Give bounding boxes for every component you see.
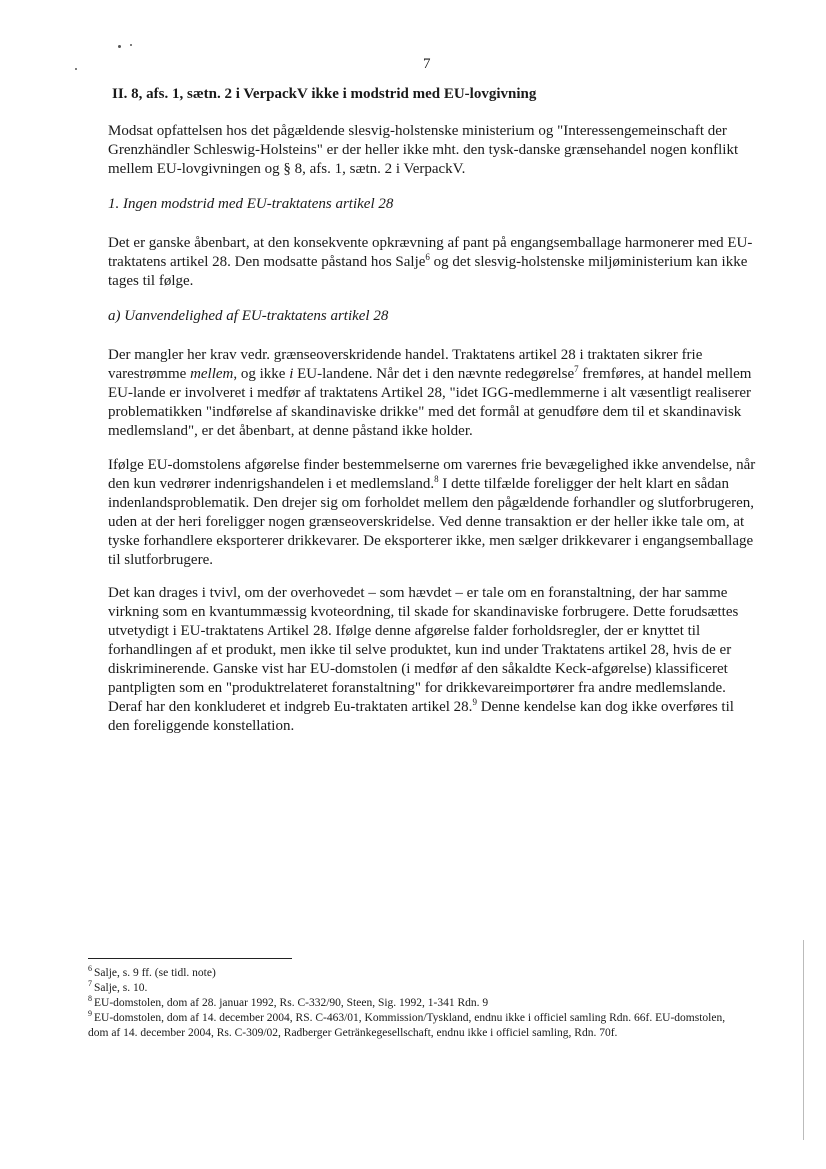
paragraph-cross-border: Der mangler her krav vedr. grænseoverskridende handel. Traktatens artikel 28 i traktaten sikrer frie varestrømme mellem, og ikke i EU-landene. Når det i den nævnte redegørelse$^7$ fremføres, at handel mellem EU-lande er involveret i medfør af traktatens Artikel 28, "idet IGG-medlemmerne i alt væsentligt realiserer problematikken "indførelse af skandinaviske drikke" med det formål at genudføre dem til et skandinavisk medlemsland", er det åbenbart, at denne påstand ikke holder. bbox=[108, 347, 752, 439]
paragraph-intro: Modsat opfattelsen hos det pågældende slesvig-holstenske ministerium og "Interessengemeinschaft der Grenzhändler Schleswig-Holsteins" er der heller ikke mht. den tysk-danske grænsehandel nogen konflikt mellem EU-lovgivningen og § 8, afs. 1, sætn. 2 i VerpackV. bbox=[108, 123, 739, 177]
paragraph-domestic-trade: Ifølge EU-domstolens afgørelse finder bestemmelserne om varernes frie bevægelighed ikke anvendelse, når den kun vedrører indenrigshandelen i et medlemsland.$^8$ I dette tilfælde foreligger der helt klart en sådan indenlandsproblematik. Den drejer sig om forholdet mellem den pågældende forhandler og slutforbrugeren, uden at der heri foreligger nogen grænseoverskridelse. Ved denne transaktion er der heller ikke tale om, at tyske forhandlere eksporterer drikkevarer. De eksporterer ikke, men sælger drikkevarer i engangsemballage til slutforbrugere. bbox=[108, 457, 756, 568]
paragraph-measure-doubt: Det kan drages i tvivl, om der overhovedet – som hævdet – er tale om en foranstaltning, der har samme virkning som en kvantummæssig kvoteordning, til skade for skandinaviske forbrugere. Dette forudsættes utvetydigt i EU-traktatens Artikel 28. Ifølge denne afgørelse falder forholdsregler, der er knyttet til forhandlingen af et produkt, men ikke til selve produktet, kun ind under Traktatens artikel 28, hvis de er diskriminerende. Ganske vist har EU-domstolen (i medfør af den såkaldte Keck-afgørelse) klassificeret pantpligten som en "produktrelateret foranstaltning" for drikkevareimportører fra andre medlemslande. Deraf har den konkluderet et indgreb Eu-traktaten artikel 28.$^9$ Denne kendelse kan dog ikke overføres til den foreliggende konstellation. bbox=[108, 585, 739, 734]
footnote-item: $^9$ EU-domstolen, dom af 14. december 2004, RS. C-463/01, Kommission/Tyskland, endnu ikke i officiel samling Rdn. 66f. EU-domstolen, dom af 14. december 2004, Rs. C-309/02, Radberger Getränkegesellschaft, endnu ikke i officiel samling, Rdn. 70f. bbox=[88, 1009, 726, 1039]
footnote-ref: 9 bbox=[472, 697, 477, 707]
subheading-no-conflict: 1. Ingen modstrid med EU-traktatens artikel 28 bbox=[108, 196, 394, 212]
footnote-separator bbox=[88, 958, 292, 959]
footnote-item: $^6$ Salje, s. 9 ff. (se tidl. note) bbox=[88, 964, 216, 979]
scan-speck bbox=[75, 68, 77, 70]
page-number: 7 bbox=[423, 56, 431, 72]
subheading-inapplicability: a) Uanvendelighed af EU-traktatens artikel 28 bbox=[108, 308, 389, 324]
scan-speck bbox=[118, 45, 121, 48]
footnote-ref: 6 bbox=[425, 252, 430, 262]
paragraph-harmony: Det er ganske åbenbart, at den konsekvente opkrævning af pant på engangsemballage harmonerer med EU-traktatens artikel 28. Den modsatte påstand hos Salje$^6$ og det slesvig-holstenske miljøministerium kan ikke tages til følge. bbox=[108, 235, 753, 289]
scan-speck bbox=[130, 44, 132, 46]
footnote-item: $^8$ EU-domstolen, dom af 28. januar 1992, Rs. C-332/90, Steen, Sig. 1992, 1-341 Rdn. 9 bbox=[88, 994, 489, 1009]
footnotes bbox=[88, 966, 748, 1041]
footnote-ref: 8 bbox=[434, 474, 439, 484]
scan-edge-line bbox=[803, 940, 804, 1140]
section-heading: II. 8, afs. 1, sætn. 2 i VerpackV ikke i modstrid med EU-lovgivning bbox=[112, 86, 537, 102]
footnote-ref: 7 bbox=[574, 364, 579, 374]
footnote-item: $^7$ Salje, s. 10. bbox=[88, 979, 148, 994]
